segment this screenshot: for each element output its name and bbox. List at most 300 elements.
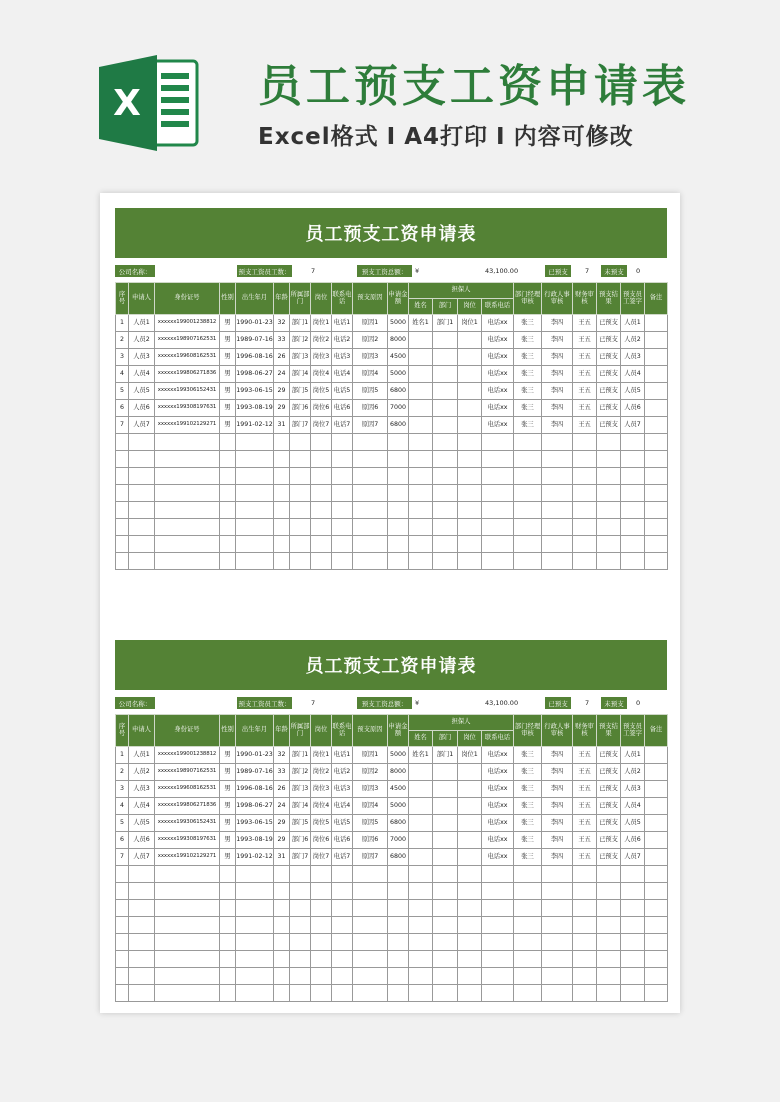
table-cell[interactable]: 岗位5: [311, 383, 332, 400]
table-cell[interactable]: [597, 951, 621, 968]
table-cell[interactable]: [542, 917, 573, 934]
table-cell[interactable]: [597, 451, 621, 468]
table-cell[interactable]: [458, 485, 482, 502]
table-cell[interactable]: [409, 349, 433, 366]
table-cell[interactable]: [542, 985, 573, 1002]
table-cell[interactable]: 6: [116, 832, 129, 849]
table-cell[interactable]: [129, 519, 155, 536]
table-cell[interactable]: 1: [116, 747, 129, 764]
table-cell[interactable]: 1993-08-19: [236, 400, 274, 417]
employee-count-value[interactable]: 7: [311, 267, 316, 275]
table-cell[interactable]: 李四: [542, 798, 573, 815]
table-cell[interactable]: [311, 536, 332, 553]
table-cell[interactable]: 1991-02-12: [236, 849, 274, 866]
table-cell[interactable]: xxxxxx199102129271: [155, 849, 220, 866]
paid-value[interactable]: 7: [585, 267, 590, 275]
table-cell[interactable]: 人员3: [129, 349, 155, 366]
table-cell[interactable]: [645, 383, 668, 400]
table-cell[interactable]: [645, 502, 668, 519]
table-cell[interactable]: [129, 502, 155, 519]
table-cell[interactable]: [458, 951, 482, 968]
table-cell[interactable]: 7000: [388, 400, 409, 417]
table-cell[interactable]: [597, 485, 621, 502]
table-cell[interactable]: 张三: [514, 349, 542, 366]
table-cell[interactable]: [155, 485, 220, 502]
table-cell[interactable]: [274, 519, 290, 536]
table-cell[interactable]: [433, 968, 458, 985]
table-cell[interactable]: [573, 502, 597, 519]
table-cell[interactable]: [274, 968, 290, 985]
table-cell[interactable]: 3: [116, 781, 129, 798]
table-cell[interactable]: [597, 968, 621, 985]
table-cell[interactable]: [274, 502, 290, 519]
table-cell[interactable]: 王五: [573, 417, 597, 434]
table-cell[interactable]: [353, 536, 388, 553]
table-cell[interactable]: 电话7: [332, 417, 353, 434]
table-cell[interactable]: 人员2: [129, 764, 155, 781]
table-cell[interactable]: [433, 485, 458, 502]
table-cell[interactable]: 5: [116, 383, 129, 400]
table-cell[interactable]: 1998-06-27: [236, 798, 274, 815]
table-cell[interactable]: 电话xx: [482, 798, 514, 815]
table-cell[interactable]: 李四: [542, 383, 573, 400]
table-cell[interactable]: 已预支: [597, 815, 621, 832]
table-cell[interactable]: [597, 866, 621, 883]
table-cell[interactable]: 已预支: [597, 747, 621, 764]
table-cell[interactable]: xxxxxx199102129271: [155, 417, 220, 434]
table-cell[interactable]: 7000: [388, 832, 409, 849]
table-cell[interactable]: [597, 917, 621, 934]
table-cell[interactable]: [542, 502, 573, 519]
table-cell[interactable]: [645, 798, 668, 815]
table-cell[interactable]: [514, 917, 542, 934]
table-cell[interactable]: 李四: [542, 332, 573, 349]
table-cell[interactable]: [290, 985, 311, 1002]
table-cell[interactable]: 已预支: [597, 832, 621, 849]
table-cell[interactable]: 男: [220, 815, 236, 832]
table-cell[interactable]: [236, 468, 274, 485]
table-cell[interactable]: 电话2: [332, 332, 353, 349]
table-cell[interactable]: [274, 951, 290, 968]
table-cell[interactable]: 6800: [388, 815, 409, 832]
table-cell[interactable]: [409, 832, 433, 849]
table-cell[interactable]: [645, 536, 668, 553]
employee-count-value[interactable]: 7: [311, 699, 316, 707]
table-cell[interactable]: 张三: [514, 815, 542, 832]
table-cell[interactable]: [332, 451, 353, 468]
table-cell[interactable]: [220, 985, 236, 1002]
table-cell[interactable]: [155, 502, 220, 519]
table-cell[interactable]: 张三: [514, 849, 542, 866]
table-cell[interactable]: 3: [116, 349, 129, 366]
table-cell[interactable]: [458, 917, 482, 934]
table-cell[interactable]: [409, 434, 433, 451]
table-cell[interactable]: 人员6: [621, 832, 645, 849]
table-cell[interactable]: [542, 519, 573, 536]
table-cell[interactable]: [353, 934, 388, 951]
table-cell[interactable]: xxxxxx199306152431: [155, 383, 220, 400]
table-cell[interactable]: [274, 900, 290, 917]
table-cell[interactable]: 李四: [542, 366, 573, 383]
table-cell[interactable]: [458, 536, 482, 553]
table-cell[interactable]: [645, 764, 668, 781]
table-cell[interactable]: [353, 968, 388, 985]
table-cell[interactable]: [621, 968, 645, 985]
table-cell[interactable]: 原因7: [353, 849, 388, 866]
table-cell[interactable]: 岗位4: [311, 798, 332, 815]
table-cell[interactable]: 32: [274, 315, 290, 332]
table-cell[interactable]: [645, 519, 668, 536]
table-cell[interactable]: [332, 434, 353, 451]
table-cell[interactable]: [129, 985, 155, 1002]
table-cell[interactable]: [353, 866, 388, 883]
table-cell[interactable]: [458, 900, 482, 917]
table-cell[interactable]: [433, 332, 458, 349]
table-cell[interactable]: [621, 883, 645, 900]
table-cell[interactable]: [353, 900, 388, 917]
table-cell[interactable]: 王五: [573, 764, 597, 781]
table-cell[interactable]: 原因3: [353, 349, 388, 366]
table-cell[interactable]: [433, 883, 458, 900]
table-cell[interactable]: 已预支: [597, 849, 621, 866]
table-cell[interactable]: [311, 934, 332, 951]
table-cell[interactable]: 张三: [514, 332, 542, 349]
table-cell[interactable]: [129, 451, 155, 468]
table-cell[interactable]: 电话5: [332, 815, 353, 832]
table-cell[interactable]: 李四: [542, 849, 573, 866]
table-cell[interactable]: 人员2: [621, 332, 645, 349]
table-cell[interactable]: [236, 985, 274, 1002]
table-cell[interactable]: 原因2: [353, 764, 388, 781]
table-cell[interactable]: 部门6: [290, 832, 311, 849]
table-cell[interactable]: 部门2: [290, 764, 311, 781]
table-cell[interactable]: [514, 968, 542, 985]
table-cell[interactable]: [458, 985, 482, 1002]
table-cell[interactable]: [220, 866, 236, 883]
table-cell[interactable]: 电话xx: [482, 315, 514, 332]
table-cell[interactable]: [155, 434, 220, 451]
table-cell[interactable]: [458, 519, 482, 536]
table-cell[interactable]: [409, 849, 433, 866]
table-cell[interactable]: xxxxxx199608162531: [155, 349, 220, 366]
total-amount-value[interactable]: 43,100.00: [485, 267, 519, 275]
table-cell[interactable]: [332, 985, 353, 1002]
table-cell[interactable]: [621, 951, 645, 968]
table-cell[interactable]: 6800: [388, 849, 409, 866]
table-cell[interactable]: 原因5: [353, 815, 388, 832]
table-cell[interactable]: 原因2: [353, 332, 388, 349]
table-cell[interactable]: 1: [116, 315, 129, 332]
table-cell[interactable]: 部门1: [290, 315, 311, 332]
table-cell[interactable]: [220, 536, 236, 553]
table-cell[interactable]: [116, 502, 129, 519]
table-cell[interactable]: [155, 883, 220, 900]
table-cell[interactable]: 已预支: [597, 798, 621, 815]
table-cell[interactable]: [621, 451, 645, 468]
table-cell[interactable]: 原因6: [353, 400, 388, 417]
table-cell[interactable]: [274, 434, 290, 451]
table-cell[interactable]: [353, 917, 388, 934]
table-cell[interactable]: 7: [116, 417, 129, 434]
table-cell[interactable]: [388, 553, 409, 570]
table-cell[interactable]: [458, 553, 482, 570]
table-cell[interactable]: 电话xx: [482, 764, 514, 781]
table-cell[interactable]: [274, 917, 290, 934]
table-cell[interactable]: [542, 951, 573, 968]
table-cell[interactable]: [290, 434, 311, 451]
table-cell[interactable]: [621, 900, 645, 917]
table-cell[interactable]: [482, 451, 514, 468]
table-cell[interactable]: 电话5: [332, 383, 353, 400]
table-cell[interactable]: [311, 968, 332, 985]
table-cell[interactable]: 岗位7: [311, 417, 332, 434]
table-cell[interactable]: 电话3: [332, 349, 353, 366]
table-cell[interactable]: [573, 866, 597, 883]
table-cell[interactable]: [155, 934, 220, 951]
table-cell[interactable]: [236, 519, 274, 536]
table-cell[interactable]: [458, 451, 482, 468]
table-cell[interactable]: [482, 934, 514, 951]
table-cell[interactable]: 姓名1: [409, 747, 433, 764]
table-cell[interactable]: [290, 519, 311, 536]
table-cell[interactable]: [129, 917, 155, 934]
table-cell[interactable]: 王五: [573, 332, 597, 349]
table-cell[interactable]: 李四: [542, 315, 573, 332]
table-cell[interactable]: [332, 485, 353, 502]
table-cell[interactable]: [332, 519, 353, 536]
table-cell[interactable]: [573, 536, 597, 553]
table-cell[interactable]: 李四: [542, 349, 573, 366]
table-cell[interactable]: 张三: [514, 798, 542, 815]
table-cell[interactable]: [116, 917, 129, 934]
table-cell[interactable]: [409, 485, 433, 502]
table-cell[interactable]: [116, 536, 129, 553]
table-cell[interactable]: [458, 332, 482, 349]
table-cell[interactable]: [290, 485, 311, 502]
table-cell[interactable]: 1989-07-16: [236, 332, 274, 349]
table-cell[interactable]: [388, 519, 409, 536]
table-cell[interactable]: 男: [220, 832, 236, 849]
table-cell[interactable]: 男: [220, 747, 236, 764]
table-cell[interactable]: [645, 900, 668, 917]
table-cell[interactable]: [433, 798, 458, 815]
table-cell[interactable]: [236, 883, 274, 900]
table-cell[interactable]: 29: [274, 400, 290, 417]
table-cell[interactable]: 电话xx: [482, 332, 514, 349]
table-cell[interactable]: [155, 553, 220, 570]
table-cell[interactable]: 李四: [542, 417, 573, 434]
table-cell[interactable]: [542, 536, 573, 553]
table-cell[interactable]: [542, 468, 573, 485]
table-cell[interactable]: [129, 883, 155, 900]
table-cell[interactable]: [220, 883, 236, 900]
table-cell[interactable]: 王五: [573, 383, 597, 400]
table-cell[interactable]: [311, 883, 332, 900]
table-cell[interactable]: 人员2: [129, 332, 155, 349]
table-cell[interactable]: 部门2: [290, 332, 311, 349]
table-cell[interactable]: [220, 451, 236, 468]
table-cell[interactable]: 人员4: [621, 798, 645, 815]
table-cell[interactable]: 人员7: [129, 849, 155, 866]
table-cell[interactable]: [458, 434, 482, 451]
table-cell[interactable]: 1996-08-16: [236, 349, 274, 366]
table-cell[interactable]: [155, 451, 220, 468]
table-cell[interactable]: [155, 917, 220, 934]
table-cell[interactable]: 部门4: [290, 798, 311, 815]
table-cell[interactable]: [597, 900, 621, 917]
unpaid-value[interactable]: 0: [636, 267, 641, 275]
table-cell[interactable]: 男: [220, 849, 236, 866]
table-cell[interactable]: [573, 985, 597, 1002]
table-cell[interactable]: 李四: [542, 832, 573, 849]
table-cell[interactable]: [433, 366, 458, 383]
table-cell[interactable]: 6800: [388, 383, 409, 400]
table-cell[interactable]: [433, 536, 458, 553]
table-cell[interactable]: [311, 468, 332, 485]
table-cell[interactable]: [236, 968, 274, 985]
table-cell[interactable]: [514, 553, 542, 570]
table-cell[interactable]: [482, 968, 514, 985]
table-cell[interactable]: 5000: [388, 798, 409, 815]
table-cell[interactable]: [597, 536, 621, 553]
table-cell[interactable]: 李四: [542, 815, 573, 832]
table-cell[interactable]: 5000: [388, 315, 409, 332]
table-cell[interactable]: [458, 781, 482, 798]
table-cell[interactable]: [542, 866, 573, 883]
table-cell[interactable]: [274, 883, 290, 900]
table-cell[interactable]: 电话xx: [482, 400, 514, 417]
table-cell[interactable]: [645, 951, 668, 968]
table-cell[interactable]: [514, 434, 542, 451]
table-cell[interactable]: [645, 451, 668, 468]
table-cell[interactable]: 岗位1: [311, 315, 332, 332]
table-cell[interactable]: [220, 553, 236, 570]
table-cell[interactable]: 岗位2: [311, 332, 332, 349]
table-cell[interactable]: [290, 536, 311, 553]
table-cell[interactable]: 7: [116, 849, 129, 866]
table-cell[interactable]: 部门7: [290, 849, 311, 866]
table-cell[interactable]: [645, 968, 668, 985]
table-cell[interactable]: [353, 883, 388, 900]
table-cell[interactable]: [129, 951, 155, 968]
table-cell[interactable]: 岗位7: [311, 849, 332, 866]
table-cell[interactable]: [458, 815, 482, 832]
table-cell[interactable]: 24: [274, 366, 290, 383]
table-cell[interactable]: [433, 832, 458, 849]
total-amount-value[interactable]: 43,100.00: [485, 699, 519, 707]
table-cell[interactable]: [514, 985, 542, 1002]
table-cell[interactable]: [542, 883, 573, 900]
table-cell[interactable]: 岗位1: [311, 747, 332, 764]
table-cell[interactable]: [220, 485, 236, 502]
table-cell[interactable]: [514, 485, 542, 502]
table-cell[interactable]: xxxxxx199608162531: [155, 781, 220, 798]
table-cell[interactable]: [311, 519, 332, 536]
table-cell[interactable]: [458, 849, 482, 866]
unpaid-value[interactable]: 0: [636, 699, 641, 707]
table-cell[interactable]: [332, 502, 353, 519]
table-cell[interactable]: 29: [274, 832, 290, 849]
table-cell[interactable]: 人员1: [621, 747, 645, 764]
table-cell[interactable]: [433, 468, 458, 485]
table-cell[interactable]: [290, 866, 311, 883]
table-cell[interactable]: [645, 985, 668, 1002]
table-cell[interactable]: [353, 485, 388, 502]
table-cell[interactable]: [311, 502, 332, 519]
table-cell[interactable]: [621, 917, 645, 934]
table-cell[interactable]: 部门3: [290, 349, 311, 366]
table-cell[interactable]: [332, 917, 353, 934]
table-cell[interactable]: 电话1: [332, 747, 353, 764]
table-cell[interactable]: [155, 951, 220, 968]
table-cell[interactable]: [433, 951, 458, 968]
table-cell[interactable]: 电话xx: [482, 349, 514, 366]
table-cell[interactable]: xxxxxx199306152431: [155, 815, 220, 832]
table-cell[interactable]: 4: [116, 366, 129, 383]
table-cell[interactable]: 岗位6: [311, 832, 332, 849]
table-cell[interactable]: [597, 519, 621, 536]
table-cell[interactable]: [353, 951, 388, 968]
table-cell[interactable]: 男: [220, 332, 236, 349]
table-cell[interactable]: 原因4: [353, 366, 388, 383]
table-cell[interactable]: [542, 934, 573, 951]
table-cell[interactable]: [129, 536, 155, 553]
table-cell[interactable]: [409, 519, 433, 536]
table-cell[interactable]: 1993-06-15: [236, 383, 274, 400]
table-cell[interactable]: [409, 951, 433, 968]
table-cell[interactable]: 人员3: [621, 781, 645, 798]
table-cell[interactable]: [409, 502, 433, 519]
table-cell[interactable]: 电话xx: [482, 383, 514, 400]
table-cell[interactable]: [290, 951, 311, 968]
table-cell[interactable]: 部门4: [290, 366, 311, 383]
table-cell[interactable]: [433, 417, 458, 434]
table-cell[interactable]: 人员1: [129, 747, 155, 764]
table-cell[interactable]: 2: [116, 332, 129, 349]
table-cell[interactable]: 张三: [514, 832, 542, 849]
table-cell[interactable]: [573, 451, 597, 468]
table-cell[interactable]: 电话1: [332, 315, 353, 332]
table-cell[interactable]: [573, 934, 597, 951]
table-cell[interactable]: [332, 536, 353, 553]
table-cell[interactable]: [332, 468, 353, 485]
table-cell[interactable]: [597, 502, 621, 519]
table-cell[interactable]: 王五: [573, 849, 597, 866]
table-cell[interactable]: [514, 900, 542, 917]
table-cell[interactable]: [597, 468, 621, 485]
table-cell[interactable]: 电话xx: [482, 781, 514, 798]
table-cell[interactable]: [542, 553, 573, 570]
table-cell[interactable]: [311, 553, 332, 570]
table-cell[interactable]: [353, 434, 388, 451]
table-cell[interactable]: 部门5: [290, 815, 311, 832]
table-cell[interactable]: 人员4: [129, 366, 155, 383]
table-cell[interactable]: [409, 332, 433, 349]
table-cell[interactable]: 人员5: [129, 383, 155, 400]
table-cell[interactable]: 33: [274, 332, 290, 349]
table-cell[interactable]: 岗位4: [311, 366, 332, 383]
table-cell[interactable]: 岗位6: [311, 400, 332, 417]
table-cell[interactable]: [388, 502, 409, 519]
table-cell[interactable]: [482, 883, 514, 900]
table-cell[interactable]: 31: [274, 417, 290, 434]
table-cell[interactable]: [236, 917, 274, 934]
table-cell[interactable]: 原因5: [353, 383, 388, 400]
table-cell[interactable]: 部门3: [290, 781, 311, 798]
table-cell[interactable]: [458, 764, 482, 781]
table-cell[interactable]: [597, 985, 621, 1002]
table-cell[interactable]: [597, 883, 621, 900]
